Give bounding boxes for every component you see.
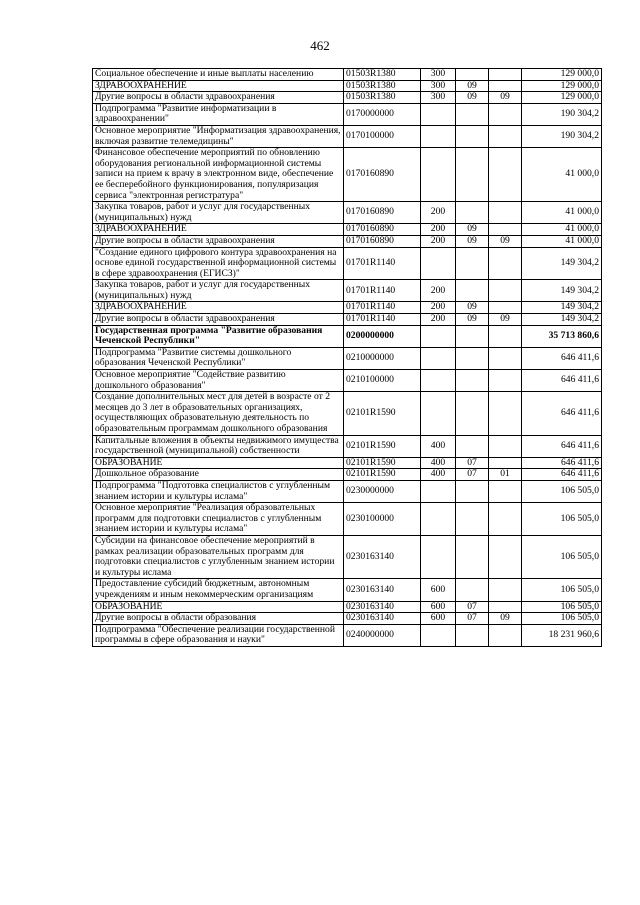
cell-expense-type: 200 xyxy=(421,302,456,314)
cell-amount: 106 505,0 xyxy=(522,503,602,536)
cell-code: 02101R1590 xyxy=(344,457,421,469)
cell-amount: 41 000,0 xyxy=(522,148,602,202)
cell-code: 01701R1140 xyxy=(344,247,421,280)
cell-section xyxy=(456,503,489,536)
cell-code: 01701R1140 xyxy=(344,314,421,326)
cell-subsection xyxy=(489,148,522,202)
table-row xyxy=(93,247,602,280)
cell-section xyxy=(456,535,489,578)
cell-expense-type xyxy=(421,325,456,347)
table-row xyxy=(93,202,602,224)
cell-amount: 18 231 960,6 xyxy=(522,624,602,646)
cell-amount: 190 304,2 xyxy=(522,103,602,125)
cell-subsection xyxy=(489,224,522,236)
cell-amount: 646 411,6 xyxy=(522,392,602,435)
cell-section xyxy=(456,125,489,147)
cell-code: 0200000000 xyxy=(344,325,421,347)
table-row xyxy=(93,457,602,469)
cell-section: 09 xyxy=(456,80,489,92)
cell-subsection xyxy=(489,69,522,81)
cell-subsection xyxy=(489,579,522,601)
table-row xyxy=(93,103,602,125)
cell-expense-type: 600 xyxy=(421,579,456,601)
cell-name: Другие вопросы в области здравоохранения xyxy=(93,92,344,104)
cell-section xyxy=(456,202,489,224)
cell-name: Предоставление субсидий бюджетным, автономным учреждениям и иным некоммерческим организациям xyxy=(93,579,344,601)
cell-section xyxy=(456,280,489,302)
table-row xyxy=(93,535,602,578)
cell-expense-type: 200 xyxy=(421,314,456,326)
cell-subsection xyxy=(489,503,522,536)
cell-name: Государственная программа "Развитие образования Чеченской Республики" xyxy=(93,325,344,347)
cell-name: Финансовое обеспечение мероприятий по обновлению оборудования региональной информационной системы записи на прием к врачу в электронном виде, обеспечение ее бесперебойного функционирования, популяризация сервиса "электронная регистратура" xyxy=(93,148,344,202)
cell-subsection xyxy=(489,435,522,457)
cell-subsection: 09 xyxy=(489,235,522,247)
cell-name: Подпрограмма "Подготовка специалистов с углубленным знанием истории и культуры ислама" xyxy=(93,480,344,502)
cell-section xyxy=(456,480,489,502)
cell-section xyxy=(456,148,489,202)
cell-section xyxy=(456,435,489,457)
cell-section xyxy=(456,624,489,646)
cell-amount: 646 411,6 xyxy=(522,347,602,369)
cell-section: 07 xyxy=(456,601,489,613)
cell-code: 01503R1380 xyxy=(344,92,421,104)
cell-amount: 149 304,2 xyxy=(522,314,602,326)
cell-amount: 149 304,2 xyxy=(522,302,602,314)
cell-code: 01701R1140 xyxy=(344,280,421,302)
cell-code: 0210000000 xyxy=(344,347,421,369)
cell-expense-type: 200 xyxy=(421,224,456,236)
cell-subsection: 09 xyxy=(489,314,522,326)
cell-section xyxy=(456,579,489,601)
cell-expense-type: 200 xyxy=(421,202,456,224)
budget-table xyxy=(92,68,602,647)
cell-subsection: 09 xyxy=(489,613,522,625)
cell-code: 0170000000 xyxy=(344,103,421,125)
cell-amount: 129 000,0 xyxy=(522,92,602,104)
table-row xyxy=(93,302,602,314)
cell-subsection xyxy=(489,392,522,435)
cell-section xyxy=(456,392,489,435)
cell-amount: 149 304,2 xyxy=(522,247,602,280)
cell-amount: 149 304,2 xyxy=(522,280,602,302)
cell-subsection xyxy=(489,103,522,125)
cell-section xyxy=(456,247,489,280)
cell-amount: 41 000,0 xyxy=(522,235,602,247)
cell-code: 02101R1590 xyxy=(344,392,421,435)
cell-subsection xyxy=(489,325,522,347)
cell-expense-type: 600 xyxy=(421,613,456,625)
cell-section: 09 xyxy=(456,224,489,236)
cell-section xyxy=(456,370,489,392)
cell-section xyxy=(456,69,489,81)
cell-name: Подпрограмма "Обеспечение реализации государственной программы в сфере образования и науки" xyxy=(93,624,344,646)
cell-amount: 106 505,0 xyxy=(522,480,602,502)
cell-subsection xyxy=(489,80,522,92)
cell-amount: 129 000,0 xyxy=(522,69,602,81)
cell-expense-type: 200 xyxy=(421,280,456,302)
cell-subsection xyxy=(489,125,522,147)
cell-code: 0230000000 xyxy=(344,480,421,502)
cell-code: 0230163140 xyxy=(344,579,421,601)
cell-code: 0170160890 xyxy=(344,224,421,236)
cell-amount: 646 411,6 xyxy=(522,370,602,392)
cell-code: 0230100000 xyxy=(344,503,421,536)
cell-code: 0210100000 xyxy=(344,370,421,392)
cell-name: Основное мероприятие "Реализация образовательных программ для подготовки специалистов с углубленным знанием истории и культуры ислама" xyxy=(93,503,344,536)
cell-subsection xyxy=(489,247,522,280)
cell-expense-type xyxy=(421,370,456,392)
cell-code: 0170100000 xyxy=(344,125,421,147)
page-number: 462 xyxy=(310,38,330,53)
cell-code: 01503R1380 xyxy=(344,80,421,92)
cell-subsection xyxy=(489,601,522,613)
table-row xyxy=(93,92,602,104)
cell-amount: 41 000,0 xyxy=(522,224,602,236)
cell-code: 0230163140 xyxy=(344,613,421,625)
cell-amount: 646 411,6 xyxy=(522,457,602,469)
cell-section: 09 xyxy=(456,235,489,247)
table-row xyxy=(93,601,602,613)
cell-amount: 106 505,0 xyxy=(522,601,602,613)
table-row xyxy=(93,224,602,236)
cell-name: Другие вопросы в области образования xyxy=(93,613,344,625)
cell-section: 07 xyxy=(456,457,489,469)
cell-amount: 106 505,0 xyxy=(522,535,602,578)
cell-section: 07 xyxy=(456,469,489,481)
cell-code: 0230163140 xyxy=(344,601,421,613)
cell-name: Основное мероприятие "Содействие развитию дошкольного образования" xyxy=(93,370,344,392)
cell-expense-type: 400 xyxy=(421,435,456,457)
cell-expense-type: 600 xyxy=(421,601,456,613)
cell-subsection xyxy=(489,370,522,392)
cell-subsection xyxy=(489,624,522,646)
cell-name: ЗДРАВООХРАНЕНИЕ xyxy=(93,224,344,236)
cell-subsection xyxy=(489,302,522,314)
cell-name: Другие вопросы в области здравоохранения xyxy=(93,314,344,326)
table-row xyxy=(93,503,602,536)
cell-amount: 41 000,0 xyxy=(522,202,602,224)
cell-subsection xyxy=(489,457,522,469)
cell-code: 0230163140 xyxy=(344,535,421,578)
cell-expense-type xyxy=(421,347,456,369)
cell-amount: 646 411,6 xyxy=(522,469,602,481)
table-row xyxy=(93,392,602,435)
cell-name: ОБРАЗОВАНИЕ xyxy=(93,601,344,613)
table-row xyxy=(93,80,602,92)
cell-subsection xyxy=(489,480,522,502)
cell-amount: 129 000,0 xyxy=(522,80,602,92)
cell-code: 01503R1380 xyxy=(344,69,421,81)
cell-expense-type xyxy=(421,503,456,536)
cell-expense-type xyxy=(421,125,456,147)
table-row xyxy=(93,469,602,481)
table-row xyxy=(93,435,602,457)
cell-name: Социальное обеспечение и иные выплаты населению xyxy=(93,69,344,81)
cell-code: 02101R1590 xyxy=(344,435,421,457)
cell-code: 0170160890 xyxy=(344,235,421,247)
cell-name: Создание дополнительных мест для детей в возрасте от 2 месяцев до 3 лет в образовательных организациях, осуществляющих образовательную деятельность по образовательным программам дошкольного образования xyxy=(93,392,344,435)
table-body xyxy=(93,69,602,647)
cell-name: Основное мероприятие "Информатизация здравоохранения, включая развитие телемедицины" xyxy=(93,125,344,147)
cell-expense-type xyxy=(421,480,456,502)
cell-name: Закупка товаров, работ и услуг для государственных (муниципальных) нужд xyxy=(93,202,344,224)
cell-expense-type xyxy=(421,535,456,578)
cell-expense-type: 300 xyxy=(421,69,456,81)
cell-expense-type xyxy=(421,624,456,646)
cell-expense-type xyxy=(421,148,456,202)
cell-subsection: 09 xyxy=(489,92,522,104)
table-row xyxy=(93,579,602,601)
cell-name: ОБРАЗОВАНИЕ xyxy=(93,457,344,469)
cell-expense-type: 300 xyxy=(421,80,456,92)
cell-subsection xyxy=(489,280,522,302)
table-row xyxy=(93,148,602,202)
cell-name: Закупка товаров, работ и услуг для государственных (муниципальных) нужд xyxy=(93,280,344,302)
cell-expense-type xyxy=(421,103,456,125)
cell-amount: 646 411,6 xyxy=(522,435,602,457)
cell-name: Подпрограмма "Развитие системы дошкольного образования Чеченской Республики" xyxy=(93,347,344,369)
cell-section xyxy=(456,347,489,369)
table-row xyxy=(93,69,602,81)
table-row xyxy=(93,325,602,347)
table-row xyxy=(93,235,602,247)
cell-section: 09 xyxy=(456,92,489,104)
cell-subsection: 01 xyxy=(489,469,522,481)
cell-name: Капитальные вложения в объекты недвижимого имущества государственной (муниципальной) собственности xyxy=(93,435,344,457)
table-row xyxy=(93,280,602,302)
table-row xyxy=(93,125,602,147)
cell-code: 0170160890 xyxy=(344,148,421,202)
table-row xyxy=(93,624,602,646)
cell-expense-type xyxy=(421,392,456,435)
cell-expense-type: 300 xyxy=(421,92,456,104)
table-row xyxy=(93,613,602,625)
cell-expense-type xyxy=(421,247,456,280)
cell-name: "Создание единого цифрового контура здравоохранения на основе единой государственной информационной системы в сфере здравоохранения (ЕГИСЗ)" xyxy=(93,247,344,280)
cell-amount: 106 505,0 xyxy=(522,579,602,601)
cell-subsection xyxy=(489,202,522,224)
cell-expense-type: 400 xyxy=(421,457,456,469)
cell-section xyxy=(456,325,489,347)
cell-expense-type: 400 xyxy=(421,469,456,481)
cell-amount: 106 505,0 xyxy=(522,613,602,625)
cell-name: Субсидии на финансовое обеспечение мероприятий в рамках реализации образовательных программ для подготовки специалистов с углубленным знанием истории и культуры ислама xyxy=(93,535,344,578)
table-row xyxy=(93,480,602,502)
cell-code: 01701R1140 xyxy=(344,302,421,314)
cell-subsection xyxy=(489,535,522,578)
cell-amount: 190 304,2 xyxy=(522,125,602,147)
cell-section: 09 xyxy=(456,314,489,326)
table-row xyxy=(93,314,602,326)
table-row xyxy=(93,347,602,369)
cell-code: 0170160890 xyxy=(344,202,421,224)
cell-name: Подпрограмма "Развитие информатизации в здравоохранении" xyxy=(93,103,344,125)
cell-section xyxy=(456,103,489,125)
cell-section: 09 xyxy=(456,302,489,314)
cell-code: 0240000000 xyxy=(344,624,421,646)
cell-name: Дошкольное образование xyxy=(93,469,344,481)
cell-code: 02101R1590 xyxy=(344,469,421,481)
cell-name: ЗДРАВООХРАНЕНИЕ xyxy=(93,80,344,92)
table-row xyxy=(93,370,602,392)
cell-expense-type: 200 xyxy=(421,235,456,247)
cell-name: ЗДРАВООХРАНЕНИЕ xyxy=(93,302,344,314)
cell-amount: 35 713 860,6 xyxy=(522,325,602,347)
cell-name: Другие вопросы в области здравоохранения xyxy=(93,235,344,247)
cell-section: 07 xyxy=(456,613,489,625)
cell-subsection xyxy=(489,347,522,369)
